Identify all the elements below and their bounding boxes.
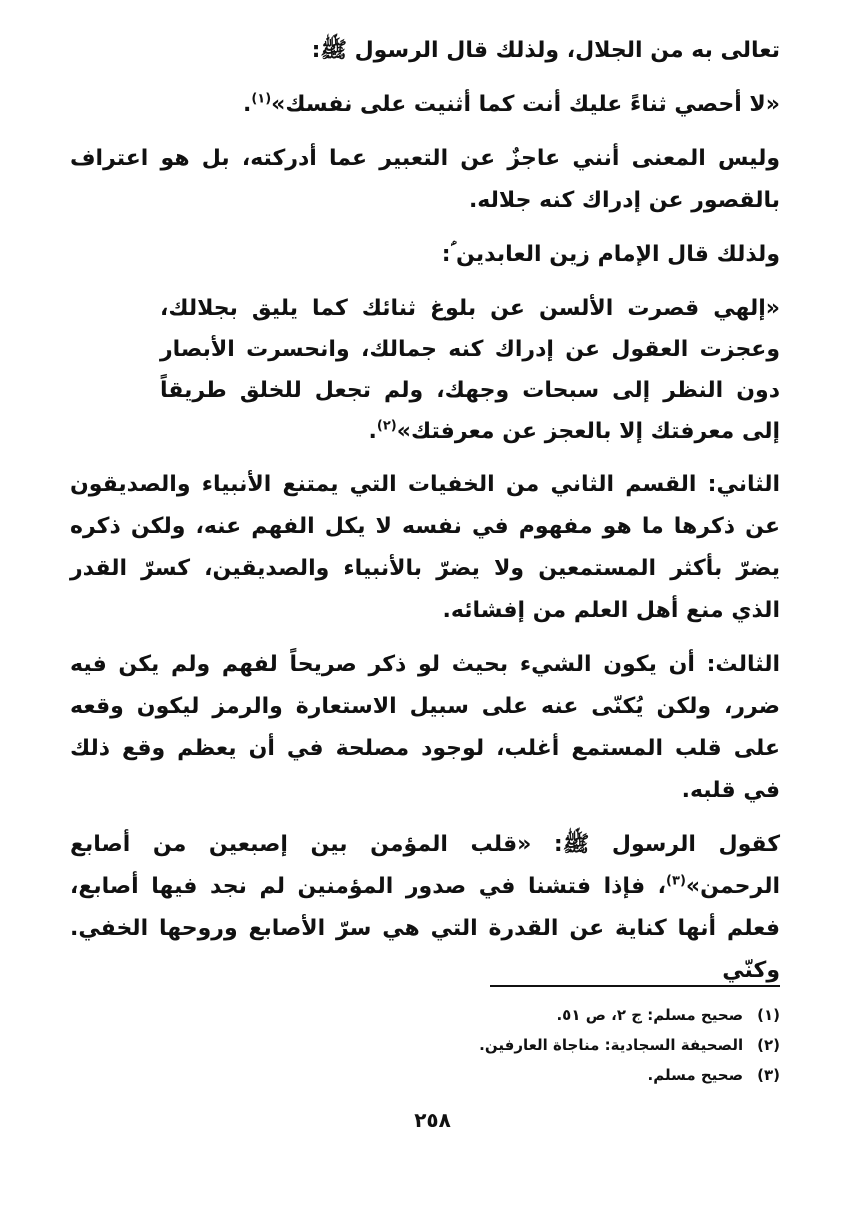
footnote-ref-2[interactable]: (٢) (376, 418, 397, 434)
third-category-text: أن يكون الشيء بحيث لو ذكر صريحاً لفهم ولم يكن فيه ضرر، ولكن يُكنّى عنه على سبيل الاستعارة والرمز ليكون وقعه على قلب المستمع أغلب، لوجود مصلحة في أن يعظم وقع ذلك في قلبه. (70, 652, 780, 803)
paragraph-supplication (70, 288, 780, 452)
footnote-2-text: الصحيفة السجادية: مناجاة العارفين. (479, 1036, 744, 1054)
supplication-text: «إلهي قصرت الألسن عن بلوغ ثنائك كما يليق بجلالك، وعجزت العقول عن إدراك كنه جمالك، وانحسرت الأبصار دون النظر إلى سبحات وجهك، ولم تجعل للخلق طريقاً إلى معرفتك إلا بالعجز عن معرفتك» (160, 296, 780, 444)
third-term: الثالث: (706, 652, 780, 677)
footnote-3-text: صحيح مسلم. (647, 1066, 744, 1084)
footnote-2 (70, 1030, 780, 1060)
footnote-ref-1[interactable]: (١) (251, 91, 272, 107)
paragraph-meaning (70, 138, 780, 222)
paragraph-example (70, 824, 780, 992)
footnote-1-text: صحيح مسلم: ج ٢، ص ٥١. (556, 1006, 744, 1024)
example-rest: ، فإذا فتشنا في صدور المؤمنين لم نجد فيها أصابع، فعلم أنها كناية عن القدرة التي هي سرّ الأصابع وروحها الخفي. وكنّي (70, 874, 780, 983)
second-term: الثاني: (707, 472, 780, 497)
footnote-1-number: (١) (757, 1006, 780, 1024)
footnote-ref-3[interactable]: (٣) (666, 873, 686, 889)
second-category-text: القسم الثاني من الخفيات التي يمتنع الأنبياء والصديقون عن ذكرها ما هو مفهوم في نفسه لا يكل الفهم عنه، ولكن ذكره يضرّ بأكثر المستمعين ولا يضرّ بالأنبياء والصديقين، كسرّ القدر الذي منع أهل العلم من إفشائه. (70, 472, 780, 623)
page-number: ٢٥٨ (414, 1108, 451, 1132)
example-text: كقول الرسول ﷺ: «قلب المؤمن بين إصبعين من أصابع الرحمن» (70, 832, 780, 899)
footnotes (70, 1000, 780, 1090)
paragraph-intro (70, 30, 780, 72)
paragraph-imam-intro-text: ولذلك قال الإمام زين العابدين ؑ: (441, 242, 780, 267)
hadith-quote-end: . (242, 92, 252, 117)
footnote-3 (70, 1060, 780, 1090)
footnote-2-number: (٢) (757, 1036, 780, 1054)
paragraph-third-category (70, 644, 780, 812)
footnote-separator (490, 985, 780, 987)
paragraph-second-category (70, 464, 780, 632)
paragraph-imam-intro (70, 234, 780, 276)
footnote-1 (70, 1000, 780, 1030)
paragraph-hadith-quote (70, 84, 780, 126)
paragraph-meaning-text: وليس المعنى أنني عاجزٌ عن التعبير عما أدركته، بل هو اعتراف بالقصور عن إدراك كنه جلاله. (70, 146, 780, 213)
supplication-end: . (368, 419, 377, 444)
paragraph-intro-text: تعالى به من الجلال، ولذلك قال الرسول ﷺ: (311, 38, 780, 63)
hadith-quote-text: «لا أحصي ثناءً عليك أنت كما أثنيت على نفسك» (271, 92, 780, 117)
footnote-3-number: (٣) (757, 1066, 780, 1084)
